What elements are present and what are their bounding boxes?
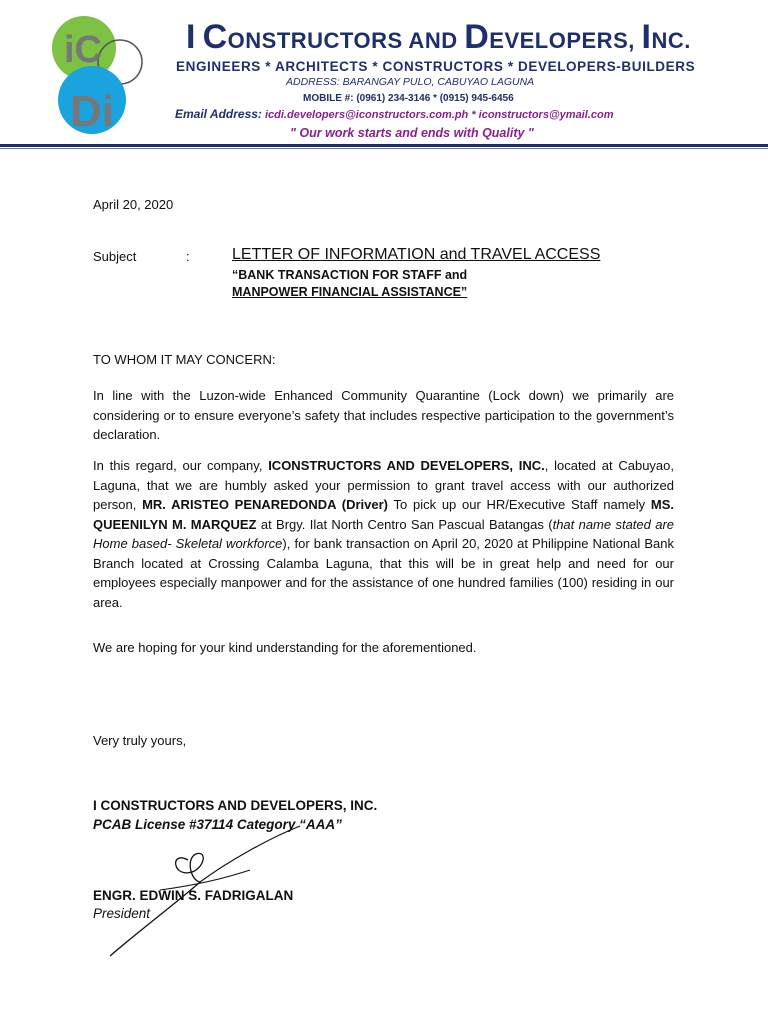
letterhead-divider-thin [0,148,768,149]
subject-colon: : [186,249,190,264]
company-mobile: MOBILE #: (0961) 234-3146 * (0915) 945-6456 [303,93,514,104]
signature-stroke-2 [200,826,300,882]
signature-stroke-3 [160,870,250,890]
signatory-title: President [93,906,151,921]
company-logo [44,14,152,136]
driver-name: MR. ARISTEO PENAREDONDA (Driver) [142,497,389,512]
workforce-note: that name stated are Home based- Skeletal workforce [93,516,675,551]
closing: Very truly yours, [93,733,187,748]
company-name: I CONSTRUCTORS AND DEVELOPERS, INC. [186,18,691,56]
signature-stroke-1 [110,853,203,956]
paragraph-3: We are hoping for your kind understanding for the aforementioned. [93,640,477,655]
logo-letters-di: Di [70,87,114,136]
subject-subtitle-line1: “BANK TRANSACTION FOR STAFF and [232,268,468,282]
subject-title: LETTER OF INFORMATION and TRAVEL ACCESS [232,246,601,263]
email-label: Email Address: [175,107,262,121]
salutation: TO WHOM IT MAY CONCERN: [93,352,276,367]
signatory-name: ENGR. EDWIN S. FADRIGALAN [93,888,294,903]
company-address: ADDRESS: BARANGAY PULO, CABUYAO LAGUNA [286,76,535,88]
company-email-row [175,107,735,121]
email-value: icdi.developers@iconstructors.com.ph * iconstructors@ymail.com [264,109,614,121]
paragraph-2: In this regard, our company, ICONSTRUCTORS AND DEVELOPERS, INC., located at Cabuyao, Laguna, that we are humbly asked your permission to grant travel access with our authorized person, MR. ARISTEO PENAREDONDA (Driver) To pick up our HR/Executive Staff namely MS. QUEENILYN M. MARQUEZ at Brgy. Ilat North Centro San Pascual Batangas (that name stated are Home based- Skeletal workforce), for bank transaction on April 20, 2020 at Philippine National Bank Branch located at Crossing Calamba Laguna, that this will be in great help and need for our employees especially manpower and for the assistance of one hundred families (100) residing in our area. [93,458,675,610]
letter-date: April 20, 2020 [93,197,174,212]
paragraph-1: In line with the Luzon-wide Enhanced Community Quarantine (Lock down) we primarily are considering or to ensure everyone’s safety that includes respective participation to the government’s declaration. [93,388,674,442]
subject-subtitle-line2: MANPOWER FINANCIAL ASSISTANCE” [232,285,468,299]
company-name-inline: ICONSTRUCTORS AND DEVELOPERS, INC. [268,458,545,473]
company-tagline: ENGINEERS * ARCHITECTS * CONSTRUCTORS * DEVELOPERS-BUILDERS [176,59,696,74]
letterhead-divider [0,144,768,147]
signatory-company: I CONSTRUCTORS AND DEVELOPERS, INC. [93,798,378,813]
signatory-license: PCAB License #37114 Category “AAA” [93,817,342,832]
staff-name: MS. QUEENILYN M. MARQUEZ [93,497,674,532]
logo-letters-ic: iC [64,29,102,71]
company-motto: " Our work starts and ends with Quality " [290,126,534,140]
subject-label: Subject [93,249,137,264]
